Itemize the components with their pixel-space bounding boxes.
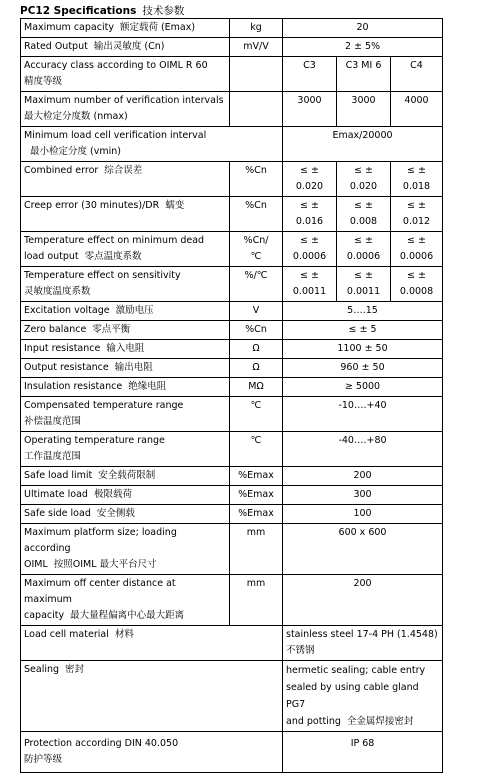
unit-cell: %Cn [230,162,283,197]
unit-cell: MΩ [230,378,283,397]
row-ultimate-load [21,486,443,505]
row-temp-min-dead [21,232,443,267]
label-cell: Load cell material 材料 [21,626,283,661]
row-operating-temp [21,432,443,467]
value-cell: -40….+80 [283,432,443,467]
row-creep-error [21,197,443,232]
label-cell: Ultimate load 极限载荷 [21,486,230,505]
unit-cell: mm [230,575,283,626]
value-cell: 5….15 [283,302,443,321]
row-material [21,626,443,661]
value-c3: ≤ ± 0.0011 [283,267,337,302]
row-compensated-temp [21,397,443,432]
label-cell: Maximum off center distance at maximum capacity 最大量程偏离中心最大距离 [21,575,230,626]
doc-title [20,3,184,18]
row-min-interval [21,127,443,162]
value-c4: C4 [391,57,443,92]
unit-cell: %/℃ [230,267,283,302]
row-sealing [21,661,443,732]
row-rated-output [21,38,443,57]
value-cell: 20 [283,19,443,38]
row-max-capacity [21,19,443,38]
label-cell: Temperature effect on sensitivity 灵敏度温度系数 [21,267,230,302]
value-c3: ≤ ± 0.020 [283,162,337,197]
value-cell: 300 [283,486,443,505]
value-c3: ≤ ± 0.016 [283,197,337,232]
row-platform-size [21,524,443,575]
unit-cell: %Cn/ ℃ [230,232,283,267]
label-cell: Compensated temperature range 补偿温度范围 [21,397,230,432]
label-cell: Combined error 综合误差 [21,162,230,197]
label-cell: Output resistance 输出电阻 [21,359,230,378]
unit-cell: ℃ [230,432,283,467]
row-insulation [21,378,443,397]
row-safe-side-load [21,505,443,524]
label-cell: Accuracy class according to OIML R 60 精度等级 [21,57,230,92]
value-c4: ≤ ± 0.0008 [391,267,443,302]
value-c3mi6: ≤ ± 0.0011 [337,267,391,302]
value-cell: 960 ± 50 [283,359,443,378]
value-cell: 600 x 600 [283,524,443,575]
unit-cell: V [230,302,283,321]
label-cell: Operating temperature range 工作温度范围 [21,432,230,467]
row-off-center [21,575,443,626]
unit-cell: %Emax [230,467,283,486]
value-cell: Emax/20000 [283,127,443,162]
value-cell: 100 [283,505,443,524]
label-cell: Protection according DIN 40.050 防护等级 [21,732,283,773]
value-cell: ≥ 5000 [283,378,443,397]
value-c4: ≤ ± 0.012 [391,197,443,232]
value-cell: -10….+40 [283,397,443,432]
label-cell: Maximum capacity 额定载荷 (Emax) [21,19,230,38]
label-cell: Safe side load 安全侧载 [21,505,230,524]
doc-title-zh: 技术参数 [142,5,185,17]
value-c3mi6: ≤ ± 0.0006 [337,232,391,267]
row-temp-sensitivity [21,267,443,302]
row-accuracy-class [21,57,443,92]
value-c4: ≤ ± 0.0006 [391,232,443,267]
row-safe-load [21,467,443,486]
doc-title-en: PC12 Specifications [20,5,137,17]
label-cell: Temperature effect on minimum dead load output 零点温度系数 [21,232,230,267]
value-c3: 3000 [283,92,337,127]
value-cell: 200 [283,575,443,626]
value-c3mi6: C3 MI 6 [337,57,391,92]
value-cell: 2 ± 5% [283,38,443,57]
unit-cell: %Emax [230,505,283,524]
value-c3: ≤ ± 0.0006 [283,232,337,267]
value-cell: ≤ ± 5 [283,321,443,340]
unit-cell: mV/V [230,38,283,57]
value-cell: hermetic sealing; cable entry sealed by using cable gland PG7 and potting 全金属焊接密封 [283,661,443,732]
label-cell: Rated Output 输出灵敏度 (Cn) [21,38,230,57]
value-c3mi6: ≤ ± 0.020 [337,162,391,197]
unit-cell: %Emax [230,486,283,505]
label-cell: Creep error (30 minutes)/DR 蠕变 [21,197,230,232]
value-cell: stainless steel 17-4 PH (1.4548) 不锈钢 [283,626,443,661]
label-cell: Zero balance 零点平衡 [21,321,230,340]
value-c3mi6: 3000 [337,92,391,127]
row-input-resistance [21,340,443,359]
row-excitation [21,302,443,321]
unit-cell: %Cn [230,197,283,232]
label-cell: Maximum number of verification intervals 最大检定分度数 (nmax) [21,92,230,127]
label-cell: Insulation resistance 绝缘电阻 [21,378,230,397]
row-output-resistance [21,359,443,378]
label-cell: Safe load limit 安全载荷限制 [21,467,230,486]
value-c3mi6: ≤ ± 0.008 [337,197,391,232]
value-cell: 200 [283,467,443,486]
label-cell: Minimum load cell verification interval 最小检定分度 (vmin) [21,127,283,162]
unit-cell [230,57,283,92]
value-c4: ≤ ± 0.018 [391,162,443,197]
row-combined-error [21,162,443,197]
specifications-table [20,18,443,773]
unit-cell: kg [230,19,283,38]
row-max-intervals [21,92,443,127]
unit-cell: mm [230,524,283,575]
value-cell: 1100 ± 50 [283,340,443,359]
value-c4: 4000 [391,92,443,127]
row-protection [21,732,443,773]
value-c3: C3 [283,57,337,92]
label-cell: Excitation voltage 激励电压 [21,302,230,321]
label-cell: Sealing 密封 [21,661,283,732]
unit-cell [230,92,283,127]
unit-cell: %Cn [230,321,283,340]
unit-cell: Ω [230,359,283,378]
unit-cell: Ω [230,340,283,359]
row-zero-balance [21,321,443,340]
value-cell: IP 68 [283,732,443,773]
unit-cell: ℃ [230,397,283,432]
label-cell: Input resistance 输入电阻 [21,340,230,359]
label-cell: Maximum platform size; loading according OIML 按照OIML 最大平台尺寸 [21,524,230,575]
